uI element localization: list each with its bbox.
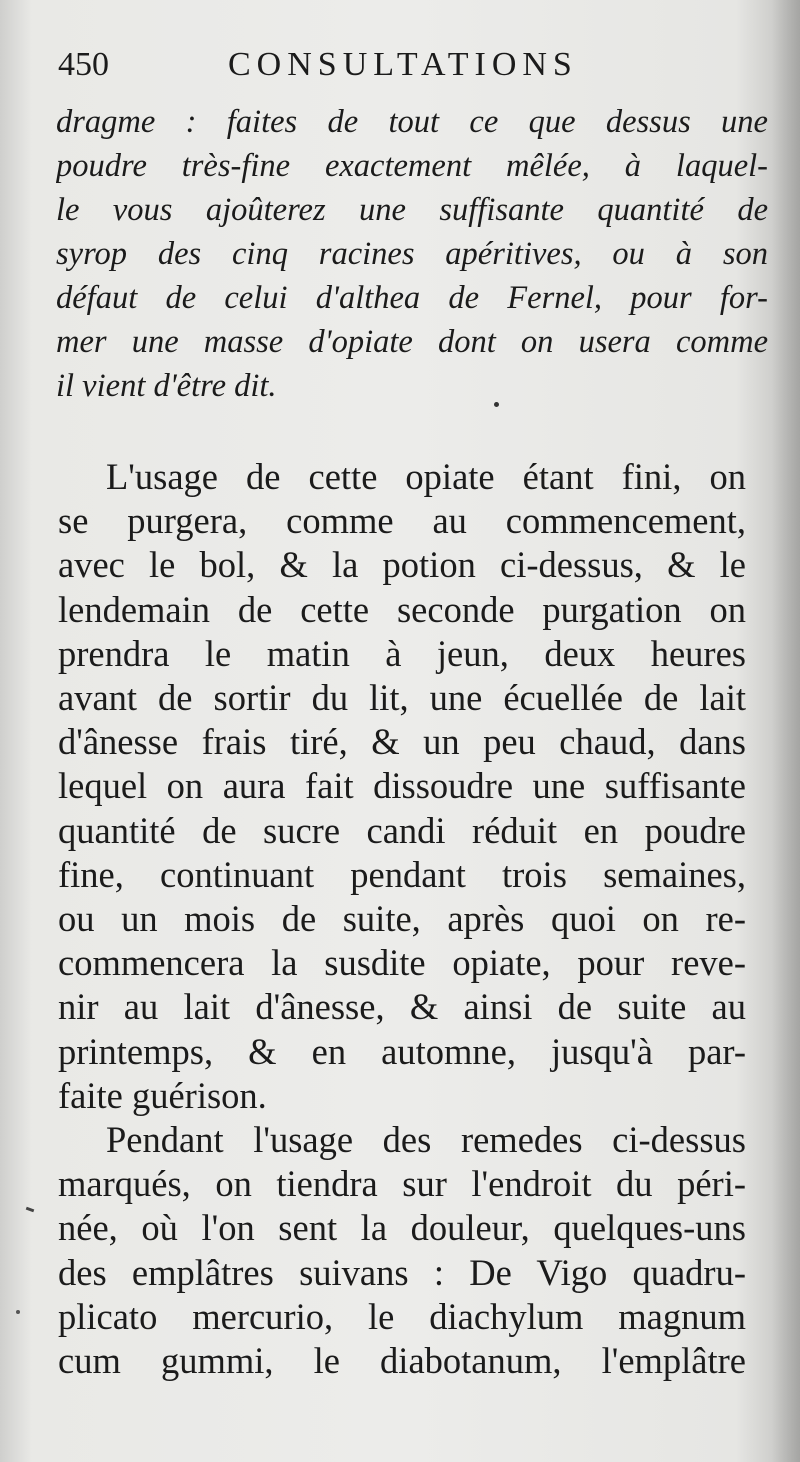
text-line: syrop des cinq racines apéritives, ou à son bbox=[56, 236, 768, 272]
text-line: le vous ajoûterez une suffisante quantité de bbox=[56, 192, 768, 228]
text-line: lequel on aura fait dissoudre une suffisante bbox=[58, 765, 746, 807]
text-line: née, où l'on sent la douleur, quelques-uns bbox=[58, 1207, 746, 1249]
text-line: lendemain de cette seconde purgation on bbox=[58, 588, 746, 630]
page-gutter-shadow bbox=[772, 0, 800, 1462]
text-line: défaut de celui d'althea de Fernel, pour for- bbox=[56, 280, 768, 316]
text-line: Pendant l'usage des remedes ci-dessus bbox=[106, 1119, 746, 1161]
text-line: marqués, on tiendra sur l'endroit du péri- bbox=[58, 1163, 746, 1205]
italic-paragraph bbox=[56, 100, 768, 408]
text-line: printemps, & en automne, jusqu'à par- bbox=[58, 1030, 746, 1072]
text-line: fine, continuant pendant trois semaines, bbox=[58, 853, 746, 895]
text-line: d'ânesse frais tiré, & un peu chaud, dans bbox=[58, 721, 746, 763]
main-paragraphs bbox=[58, 455, 746, 1383]
text-line: se purgera, comme au commencement, bbox=[58, 500, 746, 542]
page-header bbox=[58, 38, 758, 98]
page-number: 450 bbox=[58, 46, 109, 83]
margin-mark bbox=[26, 1207, 35, 1213]
text-line: il vient d'être dit. bbox=[56, 368, 277, 404]
text-line: commencera la susdite opiate, pour reve- bbox=[58, 942, 746, 984]
text-line: nir au lait d'ânesse, & ainsi de suite au bbox=[58, 986, 746, 1028]
text-line: prendra le matin à jeun, deux heures bbox=[58, 632, 746, 674]
text-line: plicato mercurio, le diachylum magnum bbox=[58, 1295, 746, 1337]
text-line: poudre très-fine exactement mêlée, à laquel- bbox=[56, 148, 768, 184]
text-line: L'usage de cette opiate étant fini, on bbox=[106, 456, 746, 497]
ink-speck bbox=[494, 402, 499, 407]
text-line: quantité de sucre candi réduit en poudre bbox=[58, 809, 746, 851]
text-line: avec le bol, & la potion ci-dessus, & le bbox=[58, 544, 746, 586]
text-line: faite guérison. bbox=[58, 1074, 267, 1116]
margin-speck bbox=[16, 1310, 20, 1314]
text-line: ou un mois de suite, après quoi on re- bbox=[58, 898, 746, 940]
text-line: avant de sortir du lit, une écuellée de lait bbox=[58, 677, 746, 719]
text-line: cum gummi, le diabotanum, l'emplâtre bbox=[58, 1340, 746, 1382]
text-line: des emplâtres suivans : De Vigo quadru- bbox=[58, 1251, 746, 1293]
running-title: CONSULTATIONS bbox=[228, 46, 578, 83]
text-line: mer une masse d'opiate dont on usera comme bbox=[56, 324, 768, 360]
text-line: dragme : faites de tout ce que dessus une bbox=[56, 104, 768, 140]
